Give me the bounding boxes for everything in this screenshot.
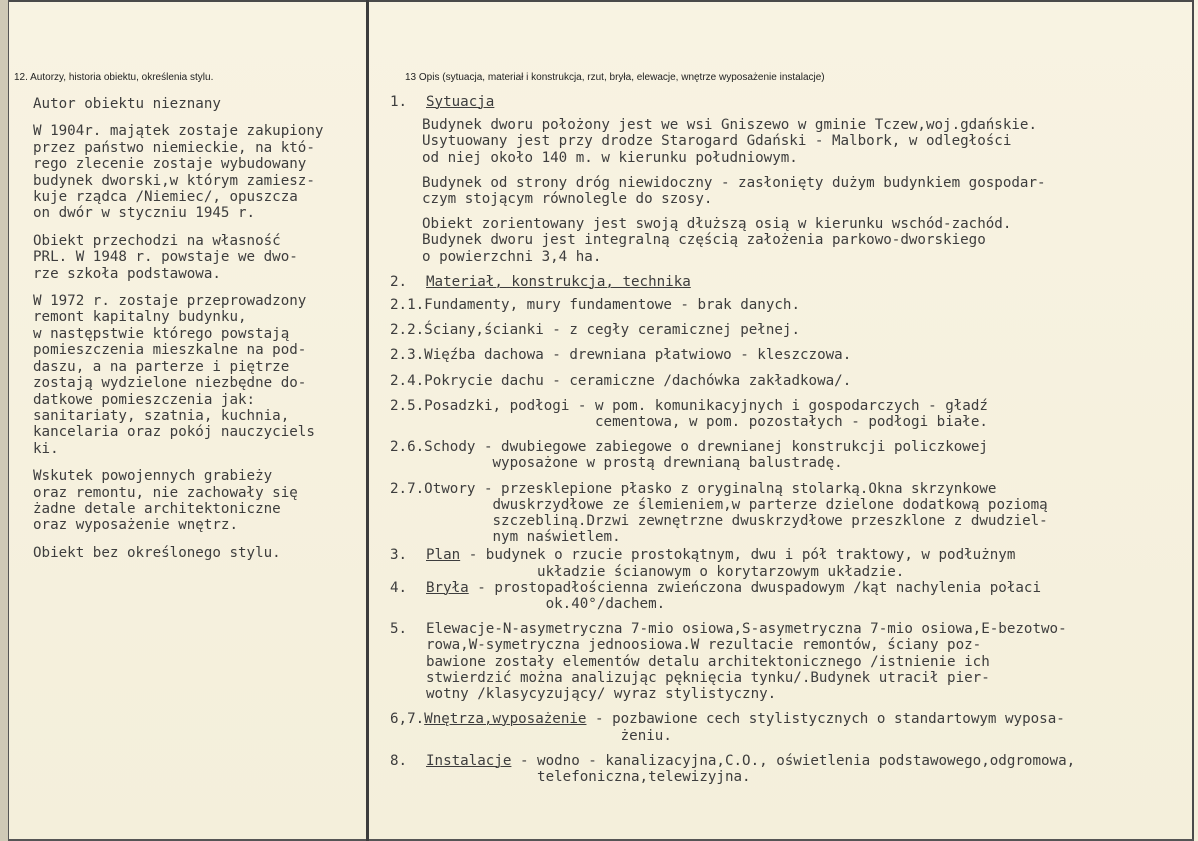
section-title: Bryła [426,579,469,596]
section-3-plan [390,547,1190,579]
section-title: Materiał, konstrukcja, technika [426,273,691,290]
author-paragraph: Autor obiektu nieznany [33,96,221,112]
section-title: Wnętrza,wyposażenie [424,711,587,728]
history-paragraph-1972: W 1972 r. zostaje przeprowadzony remont kapitalny budynku, w następstwie którego powstają pomieszczenia mieszkalne na pod- daszu, a na parterze i piętrze zostają wydzielone niezbędne do- datkowe pomieszczenia jak: sanitariaty, szatnia, kuchnia, kancelaria oraz pokój nauczyciels ki. [33,293,315,457]
history-paragraph-war: Wskutek powojennych grabieży oraz remontu, nie zachowały się żadne detale architektoniczne oraz wyposażenie wnętrz. [33,468,298,534]
style-paragraph: Obiekt bez określonego stylu. [33,544,281,561]
description-column [390,94,1190,785]
situation-paragraph-3: Obiekt zorientowany jest swoją dłuższą osią w kierunku wschód-zachód. Budynek dworu jest integralną częścią założenia parkowo-dworskiego o powierzchni 3,4 ha. [422,216,1012,265]
section-title: Sytuacja [426,94,495,110]
interiors-text: - pozbawione cech stylistycznych o standartowym wyposa- żeniu. [595,711,1065,744]
section-title: Plan [426,547,461,564]
frame-left-border [0,0,9,841]
section-number: 2. [390,273,408,290]
situation-paragraph-1: Budynek dworu położony jest we wsi Gniszewo w gminie Tczew,woj.gdańskie. Usytuowany jest przy drodze Starogard Gdański - Malbork, w odległości od niej około 140 m. w kierunku południowym. [422,117,1037,166]
section-2-heading [390,274,1190,290]
header-field-12: 12. Autorzy, historia obiektu, określenia stylu. [14,72,214,83]
section-8-installations [390,753,1190,785]
installations-text: - wodno - kanalizacyjna,C.O., oświetlenia podstawowego,odgromowa, telefoniczna,telewizyjna. [519,752,1076,785]
section-number: 8. [390,752,408,769]
massing-text: - prostopadłościenna zwieńczona dwuspadowym /kąt nachylenia połaci ok.40°/dachem. [477,579,1042,613]
header-field-13: 13 Opis (sytuacja, materiał i konstrukcja, rzut, bryła, elewacje, wnętrze wyposażenie instalacje) [405,72,825,83]
left-column [33,96,363,572]
frame-top-border [8,0,1192,2]
section-number: 6,7. [390,711,425,728]
situation-paragraph-2: Budynek od strony dróg niewidoczny - zasłonięty dużym budynkiem gospodar- czym stojącym równolegle do szosy. [422,174,1046,208]
item-2-5: 2.5.Posadzki, podłogi - w pom. komunikacyjnych i gospodarczych - gładź cementowa, w pom. pozostałych - podłogi białe. [390,397,988,431]
history-paragraph-prl: Obiekt przechodzi na własność PRL. W 1948 r. powstaje we dwo- rze szkoła podstawowa. [33,232,298,282]
section-6-7-interiors [390,711,1190,743]
section-4-massing [390,580,1190,612]
frame-right-border [1192,0,1194,841]
column-divider [366,0,369,841]
section-title: Instalacje [426,752,512,769]
section-number: 4. [390,579,408,596]
item-2-1: 2.1.Fundamenty, mury fundamentowe - brak danych. [390,297,800,314]
item-2-2: 2.2.Ściany,ścianki - z cegły ceramicznej pełnej. [390,322,800,339]
section-1-heading [390,94,1190,110]
section-5-elevations [390,621,1190,702]
item-2-7: 2.7.Otwory - przesklepione płasko z oryginalną stolarką.Okna skrzynkowe dwuskrzydłowe ze ślemieniem,w parterze dzielone dodatkową poziomą szczebliną.Drzwi zewnętrzne dwuskrzydłowe przeszklone z dwudziel- nym naświetlem. [390,480,1048,546]
section-number: 3. [390,547,408,564]
section-number: 1. [390,94,408,110]
item-2-6: 2.6.Schody - dwubiegowe zabiegowe o drewnianej konstrukcji policzkowej wyposażone w prostą drewnianą balustradę. [390,439,988,472]
item-2-4: 2.4.Pokrycie dachu - ceramiczne /dachówka zakładkowa/. [390,372,852,389]
item-2-3: 2.3.Więźba dachowa - drewniana płatwiowo - kleszczowa. [390,347,852,364]
elevations-text: Elewacje-N-asymetryczna 7-mio osiowa,S-asymetryczna 7-mio osiowa,E-bezotwo- rowa,W-symetryczna jednoosiowa.W rezultacie remontów, ściany poz- bawione zostały elementów detalu architektonicznego /istnienie ich stwierdzić można analizując pęknięcia tynku/.Budynek utracił pier- wotny /klasycyzujący/ wyraz stylistyczny. [426,621,1067,703]
history-paragraph-1904: W 1904r. majątek zostaje zakupiony przez państwo niemieckie, na któ- rego zlecenie zostaje wybudowany budynek dworski,w którym zamiesz- kuje rządca /Niemiec/, opuszcza on dwór w styczniu 1945 r. [33,123,324,222]
section-number: 5. [390,621,408,638]
plan-text: - budynek o rzucie prostokątnym, dwu i pół traktowy, w podłużnym układzie ścianowym o korytarzowym układzie. [468,547,1016,580]
